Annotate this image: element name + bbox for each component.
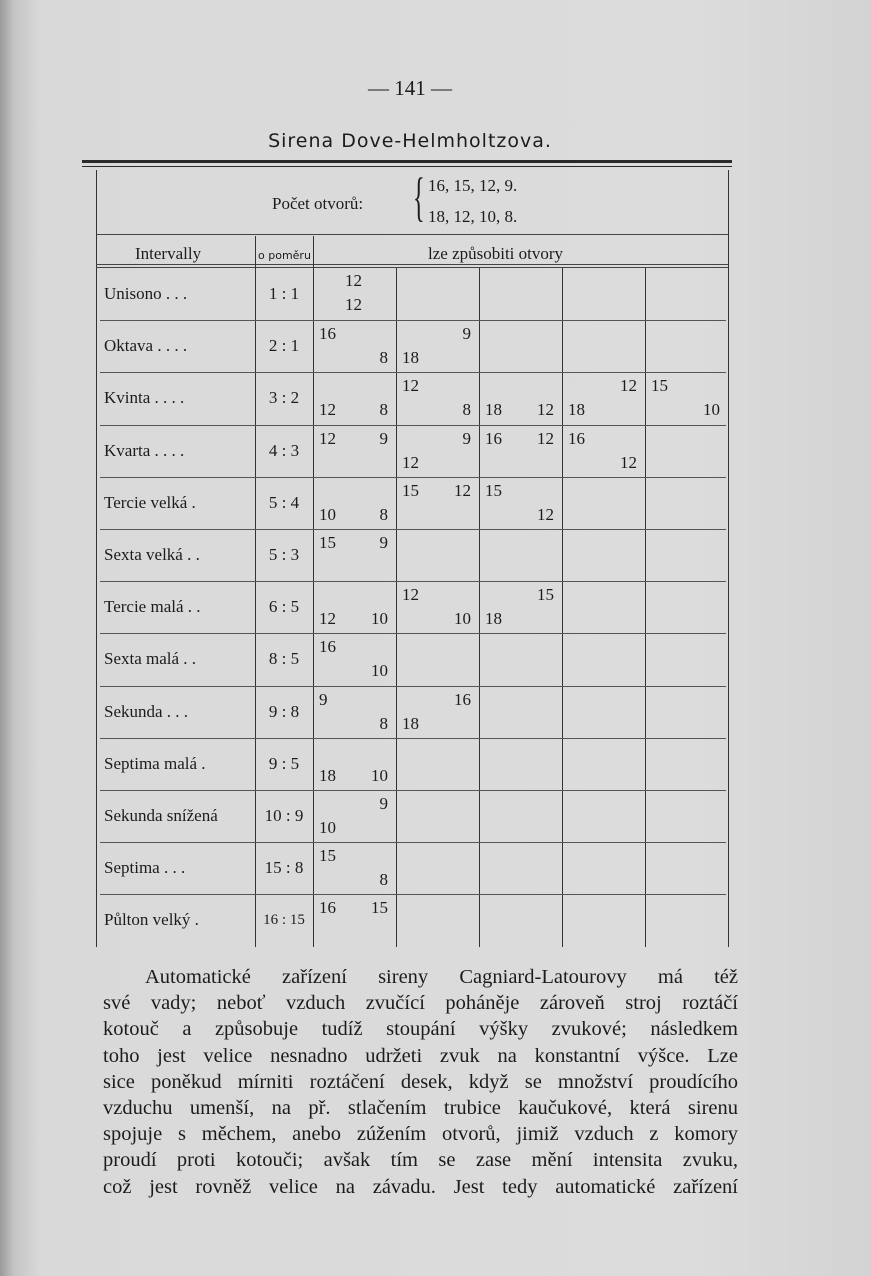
paragraph-line: toho jest velice nesnadno udržeti zvuk na konstantní výšce. Lze: [103, 1044, 738, 1067]
hole-count: 12: [620, 452, 637, 472]
hole-count: 16: [319, 898, 336, 918]
row-rule: [100, 372, 726, 373]
hole-count: 10: [371, 609, 388, 629]
interval-name: Sekunda . . .: [104, 701, 189, 721]
interval-name: Kvinta . . . .: [104, 388, 185, 408]
page-title: Sirena Dove-Helmholtzova.: [268, 130, 552, 152]
row-rule: [100, 320, 726, 321]
hole-count: 18: [485, 400, 502, 420]
hole-count: 15: [537, 585, 554, 605]
row-rule: [100, 738, 726, 739]
hole-count: 8: [379, 504, 388, 524]
paragraph-line: spojuje s měchem, anebo zúžením otvorů, jimiž vzduch z komory: [103, 1123, 738, 1146]
hole-count: 15: [371, 898, 388, 918]
hole-count: 10: [371, 661, 388, 681]
hole-count: 18: [568, 400, 585, 420]
hole-count: 9: [462, 428, 471, 448]
row-rule: [100, 842, 726, 843]
interval-ratio: 16 : 15: [263, 912, 305, 929]
hole-count: 12: [537, 400, 554, 420]
holes-column-line: [645, 268, 646, 947]
hole-count: 12: [345, 271, 362, 290]
interval-ratio: 6 : 5: [268, 597, 300, 617]
hole-count: 12: [537, 504, 554, 524]
hole-count: 16: [485, 428, 502, 448]
row-rule: [100, 529, 726, 530]
header-holes: lze způsobiti otvory: [428, 244, 564, 263]
body-paragraph: [103, 964, 738, 1200]
interval-ratio: 1 : 1: [268, 284, 300, 303]
hole-count: 10: [454, 609, 471, 629]
hole-count: 12: [319, 609, 336, 629]
hole-count: 8: [379, 348, 388, 368]
interval-ratio: 8 : 5: [268, 649, 300, 669]
hole-count: 16: [568, 428, 585, 448]
hole-count: 15: [319, 533, 336, 552]
interval-name: Kvarta . . . .: [104, 440, 185, 460]
row-rule: [100, 686, 726, 687]
hole-count: 18: [402, 348, 419, 368]
interval-name: Tercie velká .: [104, 492, 196, 512]
hole-count: 18: [402, 713, 419, 733]
interval-name: Sekunda snížená: [104, 806, 218, 825]
holes-column-line: [479, 268, 480, 947]
holes-label: Počet otvorů:: [272, 194, 364, 213]
hole-count: 12: [537, 428, 554, 448]
header-ratio: o poměru: [258, 249, 311, 262]
interval-ratio: 9 : 5: [268, 753, 300, 773]
hole-count: 9: [319, 689, 328, 709]
header-intervals: Intervally: [135, 244, 202, 263]
hole-count: 12: [620, 376, 637, 396]
hole-count: 8: [379, 400, 388, 420]
holes-column-line: [396, 268, 397, 947]
hole-count: 10: [703, 400, 720, 420]
brace-symbol: {: [413, 167, 425, 227]
hole-count: 10: [319, 818, 336, 837]
hole-count: 12: [454, 480, 471, 500]
hole-count: 9: [379, 428, 388, 448]
paragraph-line: své vady; neboť vzduch zvučící poháněje zároveň stroj roztáčí: [103, 992, 738, 1015]
paragraph-line: vzduchu umenší, na př. stlačením trubice kaučukové, která sirenu: [103, 1097, 738, 1120]
holes-row-1: 16, 15, 12, 9.: [428, 176, 518, 195]
row-rule: [100, 477, 726, 478]
interval-name: Tercie malá . .: [104, 597, 201, 617]
interval-ratio: 4 : 3: [268, 440, 300, 460]
interval-name: Unisono . . .: [104, 284, 188, 303]
header-rule-bottom-1: [96, 264, 728, 265]
table-border-left: [96, 170, 97, 947]
paragraph-line: sice poněkud mírniti roztáčení desek, když se množství proudícího: [103, 1070, 738, 1093]
hole-count: 12: [319, 428, 336, 448]
hole-count: 16: [319, 324, 336, 344]
ratio-column-right-line: [313, 236, 314, 947]
hole-count: 16: [454, 689, 471, 709]
row-rule: [100, 581, 726, 582]
hole-count: 15: [651, 376, 668, 396]
title-rule-thin: [82, 166, 732, 167]
hole-count: 8: [379, 870, 388, 890]
interval-name: Septima . . .: [104, 858, 186, 878]
interval-ratio: 5 : 4: [268, 492, 300, 512]
hole-count: 18: [319, 765, 336, 785]
interval-name: Sexta velká . .: [104, 545, 200, 564]
hole-count: 18: [485, 609, 502, 629]
holes-row-2: 18, 12, 10, 8.: [428, 207, 518, 226]
title-rule-thick: [82, 160, 732, 163]
holes-column-line: [562, 268, 563, 947]
interval-ratio: 15 : 8: [264, 858, 304, 878]
interval-ratio: 10 : 9: [264, 806, 304, 825]
interval-ratio: 3 : 2: [268, 388, 300, 408]
interval-name: Půlton velký .: [104, 910, 199, 930]
row-rule: [100, 633, 726, 634]
hole-count: 8: [462, 400, 471, 420]
hole-count: 10: [371, 765, 388, 785]
hole-count: 12: [319, 400, 336, 420]
header-rule: [96, 234, 728, 235]
header-rule-bottom-2: [96, 267, 728, 268]
row-rule: [100, 790, 726, 791]
hole-count: 9: [379, 794, 388, 813]
interval-name: Sexta malá . .: [104, 649, 197, 669]
hole-count: 15: [402, 480, 419, 500]
interval-name: Oktava . . . .: [104, 336, 188, 356]
interval-ratio: 2 : 1: [268, 336, 300, 356]
hole-count: 16: [319, 637, 336, 657]
paragraph-line: proudí proti kotouči; avšak tím se zase mění intensita zvuku,: [103, 1149, 738, 1172]
hole-count: 9: [462, 324, 471, 344]
hole-count: 12: [402, 452, 419, 472]
hole-count: 10: [319, 504, 336, 524]
interval-ratio: 5 : 3: [268, 545, 300, 564]
hole-count: 12: [402, 585, 419, 605]
table-border-right: [728, 170, 729, 947]
hole-count: 15: [319, 846, 336, 866]
interval-name: Septima malá .: [104, 753, 206, 773]
hole-count: 9: [379, 533, 388, 552]
paragraph-line: což jest rovněž velice na závadu. Jest tedy automatické zařízení: [103, 1175, 738, 1198]
hole-count: 12: [345, 295, 362, 314]
hole-count: 8: [379, 713, 388, 733]
page-number: — 141 —: [368, 76, 452, 100]
row-rule: [100, 894, 726, 895]
hole-count: 15: [485, 480, 502, 500]
paragraph-line: kotouč a způsobuje tudíž stoupání výšky zvukové; následkem: [103, 1018, 738, 1041]
interval-ratio: 9 : 8: [268, 701, 300, 721]
row-rule: [100, 425, 726, 426]
hole-count: 12: [402, 376, 419, 396]
paragraph-line: Automatické zařízení sireny Cagniard-Latourovy má též: [145, 966, 738, 988]
